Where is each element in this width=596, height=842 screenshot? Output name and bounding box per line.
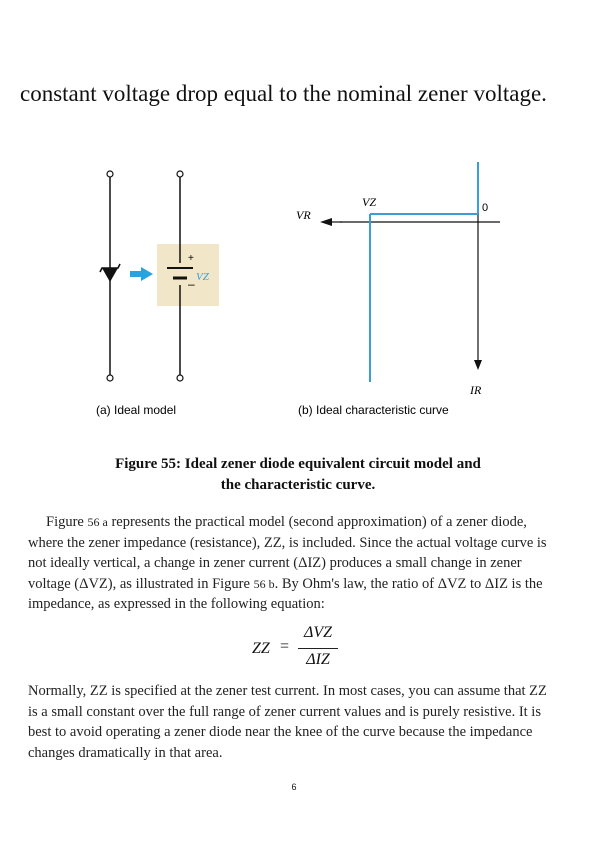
- ideal-model-circuit: [96, 171, 219, 417]
- battery-gap: [171, 263, 189, 285]
- equation-lhs: ZZ: [252, 640, 270, 657]
- intro-text: constant voltage drop equal to the nominal zener voltage.: [20, 81, 547, 106]
- terminal-top-left: [107, 171, 113, 177]
- impedance-equation: [250, 624, 370, 674]
- terminal-bottom-right: [177, 375, 183, 381]
- figure-reference-56a[interactable]: 56 a: [87, 515, 108, 529]
- zener-diode-icon: [102, 268, 118, 282]
- characteristic-curve: [296, 162, 500, 417]
- vz-model-label: VZ: [196, 271, 209, 283]
- para1-text-end: . By Ohm's law, the ratio of ΔVZ to ΔIZ is the impedance, as expressed in the following equation:: [28, 575, 543, 612]
- equation-numerator: ΔVZ: [303, 624, 333, 641]
- paragraph-practical-model: [28, 512, 558, 615]
- zener-figure: [80, 160, 510, 422]
- para1-text-start: Figure: [46, 514, 84, 530]
- terminal-bottom-left: [107, 375, 113, 381]
- paragraph-normally: Normally, ZZ is specified at the zener test current. In most cases, you can assume that ZZ is a small constant over the full range of zener current values and is purely resistive. It is best to avoid operating a zener diode near the knee of the curve because the impedance changes dramatically in that area.: [28, 683, 547, 761]
- vz-axis-label: VZ: [362, 195, 377, 209]
- equation-equals: =: [280, 638, 290, 655]
- vr-axis-label: VR: [296, 208, 311, 222]
- page-number: 6: [291, 782, 297, 792]
- figure-reference-56b[interactable]: 56 b: [253, 576, 275, 591]
- arrow-right-icon: [141, 267, 153, 281]
- plus-sign: +: [188, 253, 194, 264]
- equation-denominator: ΔIZ: [306, 651, 330, 668]
- ideal-model-label: (a) Ideal model: [96, 403, 177, 417]
- para1-text-middle: represents the practical model (second approximation) of a zener diode, where the zener impedance (resistance), ZZ, is included. Since the actual voltage curve is not ideally vertical, a change in zener current (ΔIZ) produces a small change in zener voltage (ΔVZ), as illustrated in Figure: [28, 514, 547, 592]
- terminal-top-right: [177, 171, 183, 177]
- minus-sign: –: [188, 277, 195, 291]
- ir-arrow-icon: [474, 360, 482, 370]
- origin-label: 0: [482, 202, 489, 214]
- fraction-bar: [298, 648, 338, 649]
- figure-caption: Figure 55: Ideal zener diode equivalent circuit model and the characteristic curve.: [115, 456, 481, 493]
- ir-axis-label: IR: [470, 383, 482, 397]
- characteristic-curve-label: (b) Ideal characteristic curve: [298, 403, 449, 417]
